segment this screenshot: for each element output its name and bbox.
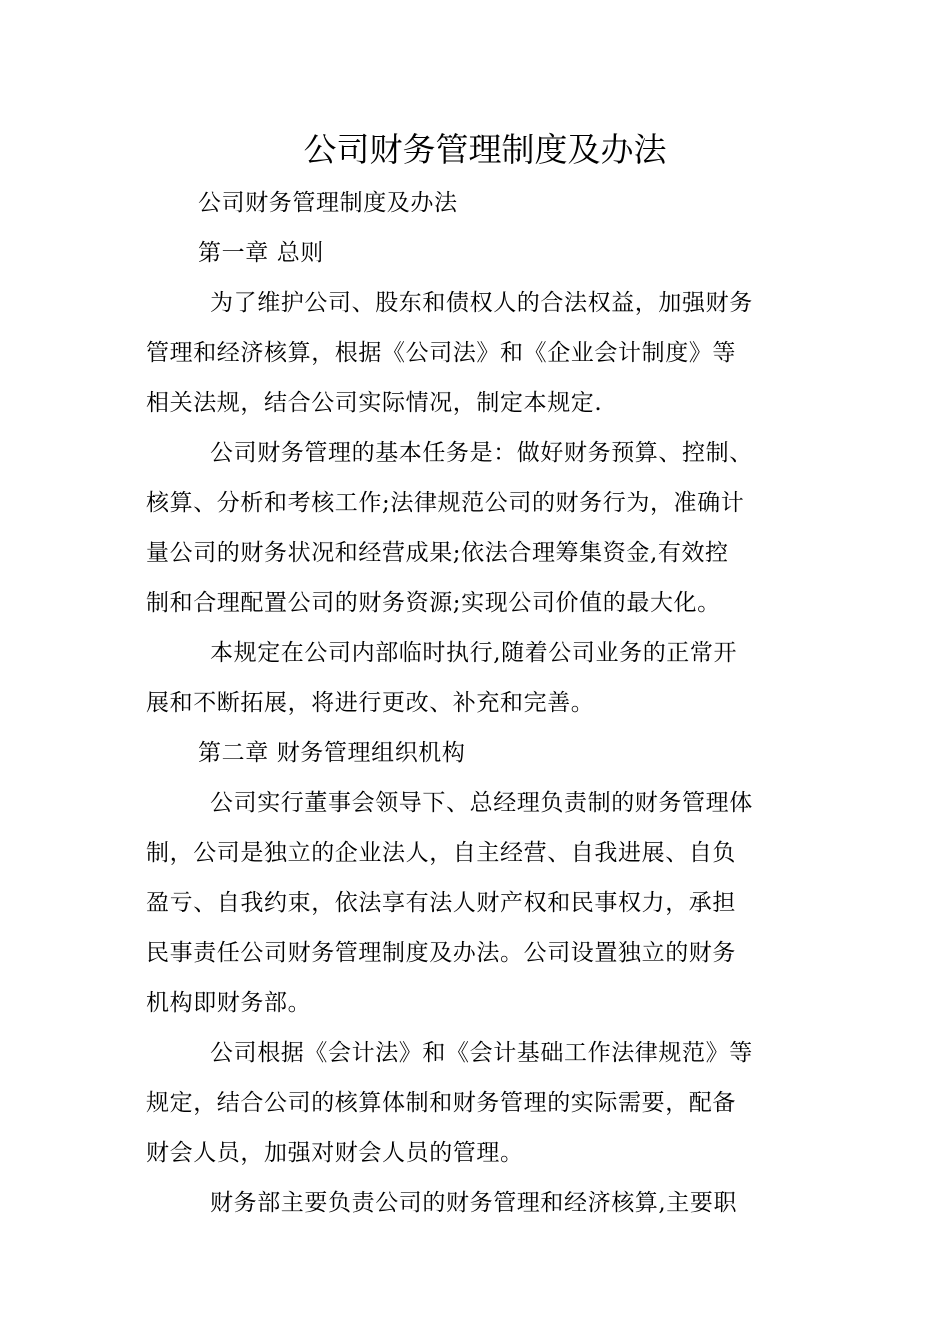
document-subtitle: 公司财务管理制度及办法 <box>198 190 458 216</box>
paragraph-line: 公司实行董事会领导下、总经理负责制的财务管理体 <box>210 790 753 816</box>
paragraph-line: 财务部主要负责公司的财务管理和经济核算,主要职 <box>210 1190 738 1216</box>
paragraph-line: 量公司的财务状况和经营成果;依法合理筹集资金,有效控 <box>146 540 729 566</box>
paragraph-line: 制和合理配置公司的财务资源;实现公司价值的最大化。 <box>146 590 721 616</box>
paragraph-line: 盈亏、自我约束，依法享有法人财产权和民事权力，承担 <box>146 890 736 916</box>
paragraph-line: 本规定在公司内部临时执行,随着公司业务的正常开 <box>210 640 738 666</box>
paragraph-line: 制，公司是独立的企业法人，自主经营、自我进展、自负 <box>146 840 736 866</box>
chapter-heading: 第一章 总则 <box>198 240 324 266</box>
paragraph-line: 相关法规，结合公司实际情况，制定本规定. <box>146 390 603 416</box>
paragraph-line: 核算、分析和考核工作;法律规范公司的财务行为，准确计 <box>146 490 745 516</box>
paragraph-line: 展和不断拓展，将进行更改、补充和完善。 <box>146 690 595 716</box>
document-title: 公司财务管理制度及办法 <box>303 130 667 169</box>
paragraph-line: 为了维护公司、股东和债权人的合法权益，加强财务 <box>210 290 753 316</box>
paragraph-line: 公司财务管理的基本任务是：做好财务预算、控制、 <box>210 440 753 466</box>
chapter-heading: 第二章 财务管理组织机构 <box>198 740 466 766</box>
paragraph-line: 机构即财务部。 <box>146 990 312 1016</box>
paragraph-line: 公司根据《会计法》和《会计基础工作法律规范》等 <box>210 1040 753 1066</box>
document-body <box>146 178 806 1228</box>
paragraph-line: 规定，结合公司的核算体制和财务管理的实际需要，配备 <box>146 1090 736 1116</box>
paragraph-line: 民事责任公司财务管理制度及办法。公司设置独立的财务 <box>146 940 736 966</box>
paragraph-line: 财会人员，加强对财会人员的管理。 <box>146 1140 524 1166</box>
paragraph-line: 管理和经济核算，根据《公司法》和《企业会计制度》等 <box>146 340 736 366</box>
